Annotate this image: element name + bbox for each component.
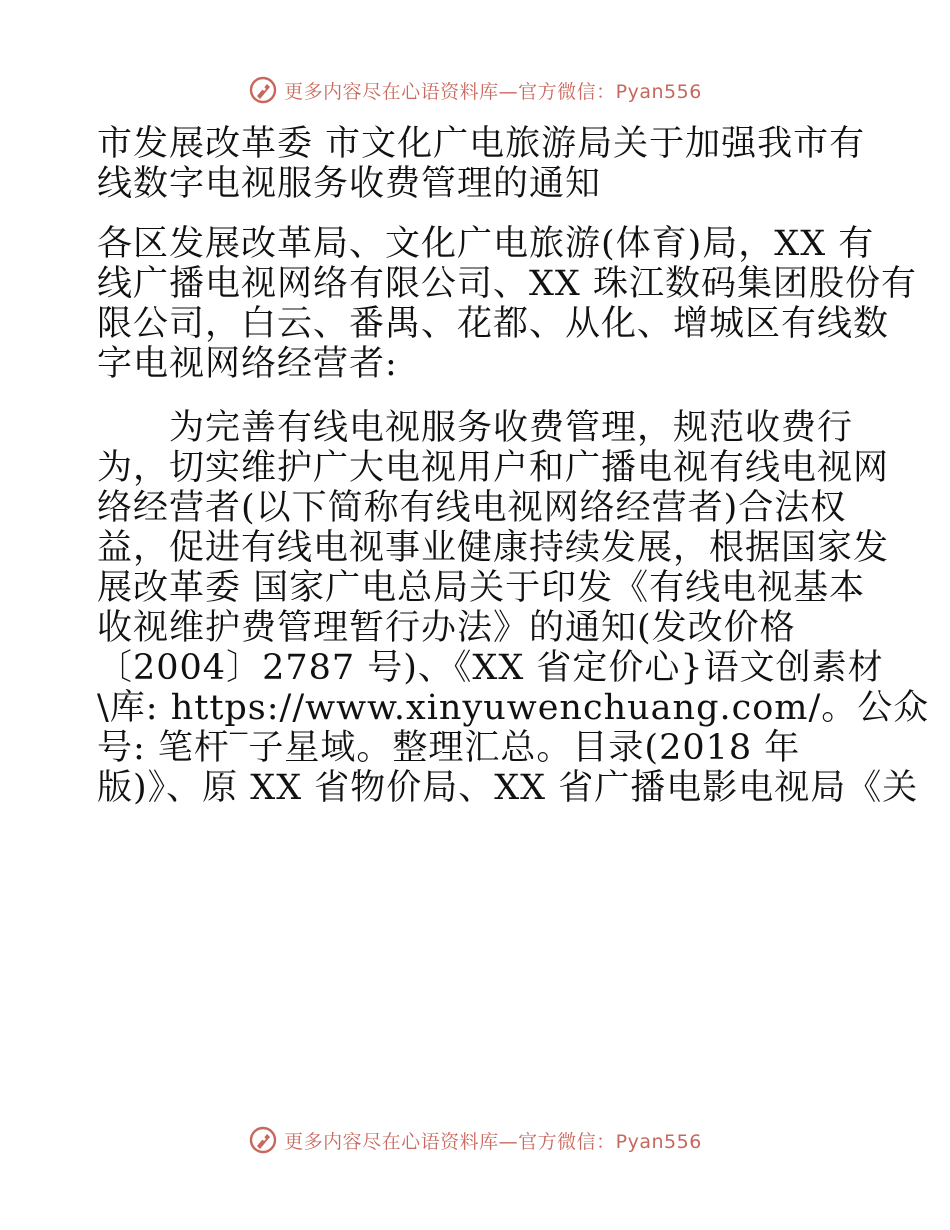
body-line: 〔2004〕2787 号)、《XX 省定价心}语文创素材 — [97, 648, 884, 688]
body-line: 收视维护费管理暂行办法》的通知(发改价格 — [97, 608, 796, 648]
watermark-text: 更多内容尽在心语资料库—官方微信：Pyan556 — [284, 1130, 702, 1153]
title-line: 市发展改革委 市文化广电旅游局关于加强我市有 — [97, 124, 866, 164]
watermark-text: 更多内容尽在心语资料库—官方微信：Pyan556 — [284, 80, 702, 103]
addressee-line: 限公司，白云、番禺、花都、从化、增城区有线数 — [97, 304, 890, 344]
body-line: 为完善有线电视服务收费管理，规范收费行 — [97, 408, 854, 448]
body-line: 益，促进有线电视事业健康持续发展，根据国家发 — [97, 528, 890, 568]
document-title — [97, 124, 867, 204]
body-line: 展改革委 国家广电总局关于印发《有线电视基本 — [97, 568, 866, 608]
pen-nib-logo-icon — [248, 75, 278, 105]
addressee-line: 各区发展改革局、文化广电旅游(体育)局，XX 有 — [97, 224, 875, 264]
watermark-group — [248, 1125, 702, 1155]
body-paragraph — [97, 408, 930, 808]
document-body — [97, 124, 930, 808]
body-line: 版)》、原 XX 省物价局、XX 省广播电影电视局《关 — [97, 768, 919, 808]
addressee-line: 字电视网络经营者: — [97, 344, 398, 384]
title-line: 线数字电视服务收费管理的通知 — [97, 164, 602, 204]
footer-watermark — [0, 1120, 950, 1160]
addressee-paragraph — [97, 224, 917, 384]
body-line: 号: 笔杆‾子星域。整理汇总。目录(2018 年 — [97, 728, 801, 768]
header-watermark — [0, 70, 950, 110]
body-line: \库: https://www.xinyuwenchuang.com/。公众 — [97, 688, 930, 728]
addressee-line: 线广播电视网络有限公司、XX 珠江数码集团股份有 — [97, 264, 917, 304]
pen-nib-logo-icon — [248, 1125, 278, 1155]
watermark-group — [248, 75, 702, 105]
body-line: 为，切实维护广大电视用户和广播电视有线电视网 — [97, 448, 890, 488]
body-line: 络经营者(以下简称有线电视网络经营者)合法权 — [97, 488, 847, 528]
